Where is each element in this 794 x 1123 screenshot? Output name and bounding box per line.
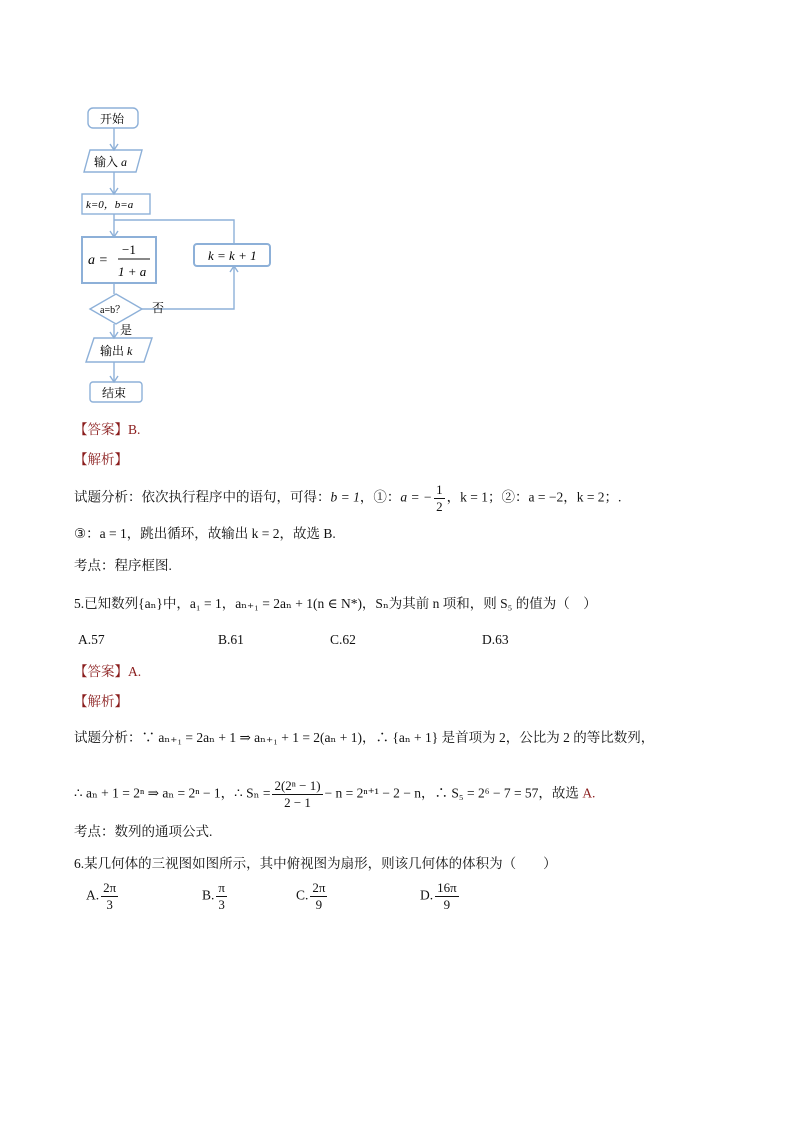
init-label: k=0，b=a: [86, 199, 134, 211]
math: b = 1: [330, 489, 360, 505]
text: ∴ aₙ + 1 = 2ⁿ ⇒ aₙ = 2ⁿ − 1，∴ Sₙ =: [74, 785, 271, 801]
answer-tag: 【答案】: [74, 422, 128, 437]
q4-analysis-line1: [74, 482, 621, 515]
end-label: 结束: [102, 386, 127, 400]
q6-stem: 6.某几何体的三视图如图所示，其中俯视图为扇形，则该几何体的体积为（ ）: [74, 856, 557, 871]
answer-value: A.: [128, 664, 142, 679]
math: a = −: [400, 489, 433, 505]
q5-answer: [74, 662, 141, 682]
q6-option-d[interactable]: D. $\frac{16\pi}{9}$: [420, 880, 457, 912]
q5-analysis-line2: [74, 778, 595, 811]
q5-kaodian: 考点：数列的通项公式.: [74, 824, 213, 839]
update-label: k = k + 1: [208, 248, 257, 263]
text: 试题分析：依次执行程序中的语句，可得：: [74, 489, 331, 505]
start-label: 开始: [100, 112, 125, 126]
q6-option-a[interactable]: A. $\frac{2\pi}{3}$: [86, 880, 117, 912]
fraction-half: $\frac{1}{2}$: [436, 482, 443, 514]
q5-analysis-tag: [74, 692, 128, 712]
text: ，①：: [359, 489, 401, 505]
text: ，k = 1；②：a = −2，k = 2；.: [446, 489, 622, 505]
assign-den: 1 + a: [118, 264, 147, 279]
answer-tag: 【答案】: [74, 664, 128, 679]
flowchart: [74, 104, 374, 414]
q5-option-b[interactable]: B.61: [218, 632, 244, 647]
q4-analysis-tag: [74, 450, 128, 470]
text: − n = 2ⁿ⁺¹ − 2 − n，∴ S₅ = 2⁶ − 7 = 57，故选: [324, 785, 579, 801]
answer-value: B.: [128, 422, 141, 437]
q6-option-b[interactable]: B. $\frac{\pi}{3}$: [202, 880, 225, 912]
q5-analysis-line1: 试题分析：∵ aₙ₊₁ = 2aₙ + 1 ⇒ aₙ₊₁ + 1 = 2(aₙ + 1)，∴ {aₙ + 1} 是首项为 2，公比为 2 的等比数列，: [74, 730, 655, 745]
decision-label: a=b？: [100, 305, 126, 316]
analysis-tag: 【解析】: [74, 452, 128, 467]
q5-option-c[interactable]: C.62: [330, 632, 356, 647]
q6-option-c[interactable]: C. $\frac{2\pi}{9}$: [296, 880, 326, 912]
analysis-tag: 【解析】: [74, 694, 128, 709]
assign-num: −1: [122, 242, 136, 257]
assign-lhs: a =: [88, 253, 108, 268]
q4-answer: [74, 420, 140, 440]
answer-value: A.: [582, 785, 596, 801]
input-label: 输入 a: [94, 155, 128, 169]
no-label: 否: [152, 301, 165, 315]
fraction-sn: $\frac{\text{2(2ⁿ − 1)}}{2 - 1}$: [274, 778, 321, 810]
q5-option-a[interactable]: A.57: [78, 632, 105, 647]
q5-stem: 5.已知数列{aₙ}中，a₁ = 1，aₙ₊₁ = 2aₙ + 1(n ∈ N*)，Sₙ为其前 n 项和，则 S₅ 的值为（ ）: [74, 596, 597, 611]
output-label: 输出 k: [100, 344, 133, 358]
q5-option-d[interactable]: D.63: [482, 632, 509, 647]
q4-kaodian: 考点：程序框图.: [74, 558, 172, 573]
yes-label: 是: [120, 323, 133, 337]
q4-analysis-line2: ③：a = 1，跳出循环，故输出 k = 2，故选 B.: [74, 526, 336, 541]
